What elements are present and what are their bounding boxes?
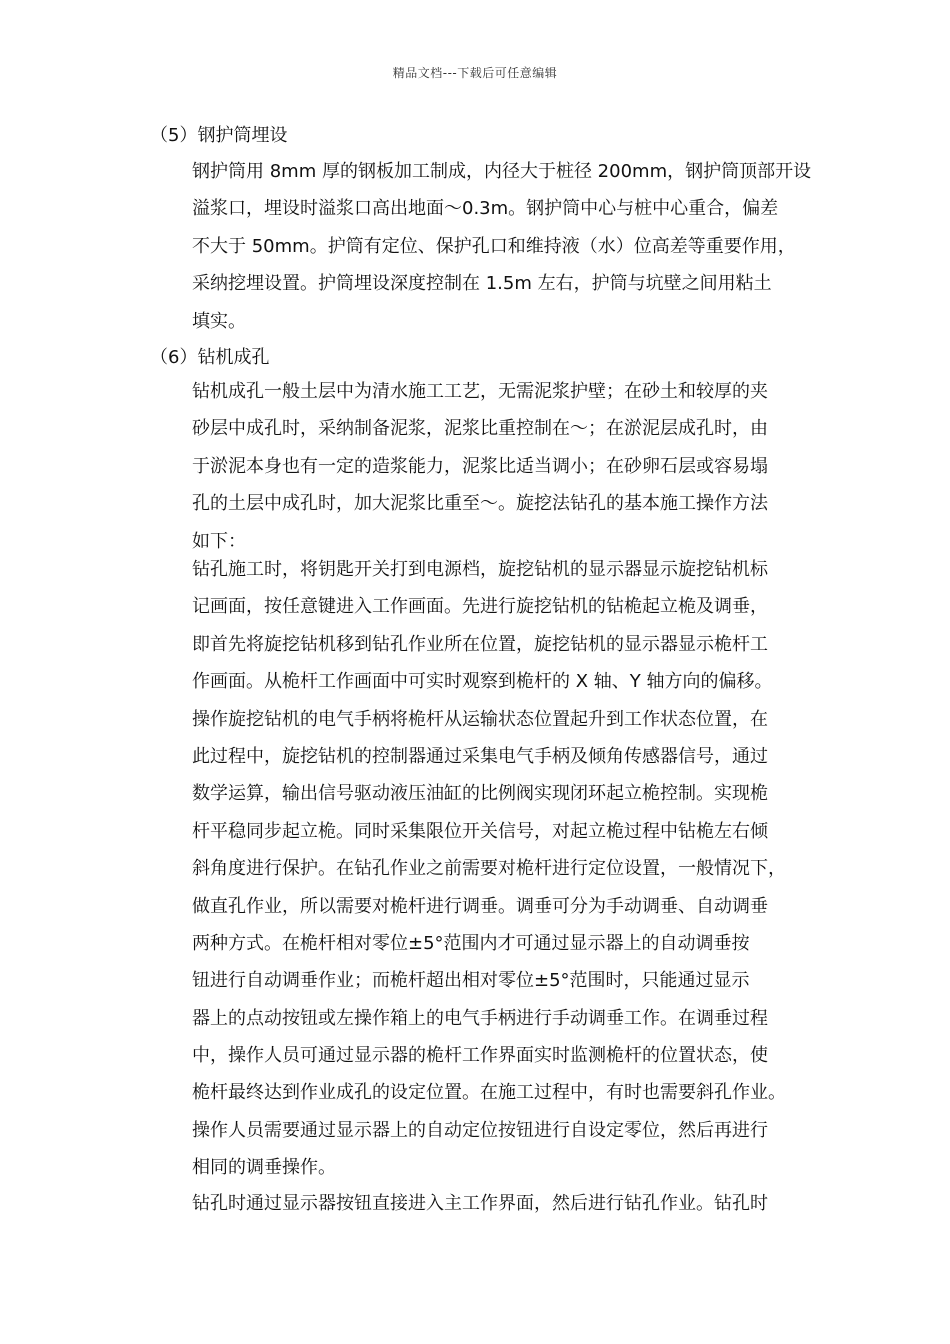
paragraph-drilling-procedure <box>192 551 832 1187</box>
text-line: 杆平稳同步起立桅。同时采集限位开关信号，对起立桅过程中钻桅左右倾 <box>192 820 768 842</box>
text-line: 钮进行自动调垂作业；而桅杆超出相对零位±5°范围时，只能通过显示 <box>192 970 750 992</box>
text-line: 两种方式。在桅杆相对零位±5°范围内才可通过显示器上的自动调垂按 <box>192 932 750 954</box>
section-heading-5: （5）钢护筒埋设 <box>150 125 288 146</box>
text-line: 操作旋挖钻机的电气手柄将桅杆从运输状态位置起升到工作状态位置，在 <box>192 708 768 730</box>
text-line: 即首先将旋挖钻机移到钻孔作业所在位置，旋挖钻机的显示器显示桅杆工 <box>192 633 768 655</box>
text-line: 钻孔施工时，将钥匙开关打到电源档，旋挖钻机的显示器显示旋挖钻机标 <box>192 559 768 580</box>
text-line: 砂层中成孔时，采纳制备泥浆，泥浆比重控制在～；在淤泥层成孔时，由 <box>192 418 768 440</box>
text-line: 溢浆口，埋设时溢浆口高出地面～0.3m。钢护筒中心与桩中心重合，偏差 <box>192 198 779 220</box>
page-header: 精品文档---下载后可任意编辑 <box>392 66 558 80</box>
text-line: 斜角度进行保护。在钻孔作业之前需要对桅杆进行定位设置，一般情况下， <box>192 858 786 880</box>
text-line: 此过程中，旋挖钻机的控制器通过采集电气手柄及倾角传感器信号，通过 <box>192 745 768 767</box>
text-line: 钻机成孔一般土层中为清水施工工艺，无需泥浆护壁；在砂土和较厚的夹 <box>192 381 768 402</box>
paragraph-drilling-intro <box>192 373 832 560</box>
text-line: 孔的土层中成孔时，加大泥浆比重至～。旋挖法钻孔的基本施工操作方法 <box>192 493 768 515</box>
text-line: 作画面。从桅杆工作画面中可实时观察到桅杆的 X 轴、Y 轴方向的偏移。 <box>192 671 773 693</box>
text-line: 如下： <box>192 530 246 552</box>
text-line: 钻孔时通过显示器按钮直接进入主工作界面，然后进行钻孔作业。钻孔时 <box>192 1193 768 1214</box>
text-line: 做直孔作业，所以需要对桅杆进行调垂。调垂可分为手动调垂、自动调垂 <box>192 895 768 917</box>
text-line: 采纳挖埋设置。护筒埋设深度控制在 1.5m 左右，护筒与坑壁之间用粘土 <box>192 273 772 295</box>
text-line: 于淤泥本身也有一定的造浆能力，泥浆比适当调小；在砂卵石层或容易塌 <box>192 455 768 477</box>
text-line: 数学运算，输出信号驱动液压油缸的比例阀实现闭环起立桅控制。实现桅 <box>192 783 768 805</box>
text-line: 不大于 50mm。护筒有定位、保护孔口和维持液（水）位高差等重要作用， <box>192 235 796 257</box>
text-line: 中，操作人员可通过显示器的桅杆工作界面实时监测桅杆的位置状态，使 <box>192 1045 768 1067</box>
paragraph-drilling-start <box>192 1185 832 1222</box>
text-line: 桅杆最终达到作业成孔的设定位置。在施工过程中，有时也需要斜孔作业。 <box>192 1082 786 1104</box>
text-line: 操作人员需要通过显示器上的自动定位按钮进行自设定零位，然后再进行 <box>192 1119 768 1141</box>
text-line: 填实。 <box>192 310 246 332</box>
text-line: 记画面，按任意键进入工作画面。先进行旋挖钻机的钻桅起立桅及调垂， <box>192 596 768 618</box>
text-line: 器上的点动按钮或左操作箱上的电气手柄进行手动调垂工作。在调垂过程 <box>192 1007 768 1029</box>
paragraph-steel-casing <box>192 153 832 340</box>
text-line: 钢护筒用 8mm 厚的钢板加工制成，内径大于桩径 200mm，钢护筒顶部开设 <box>192 161 812 182</box>
text-line: 相同的调垂操作。 <box>192 1157 336 1179</box>
section-heading-6: （6）钻机成孔 <box>150 347 270 368</box>
